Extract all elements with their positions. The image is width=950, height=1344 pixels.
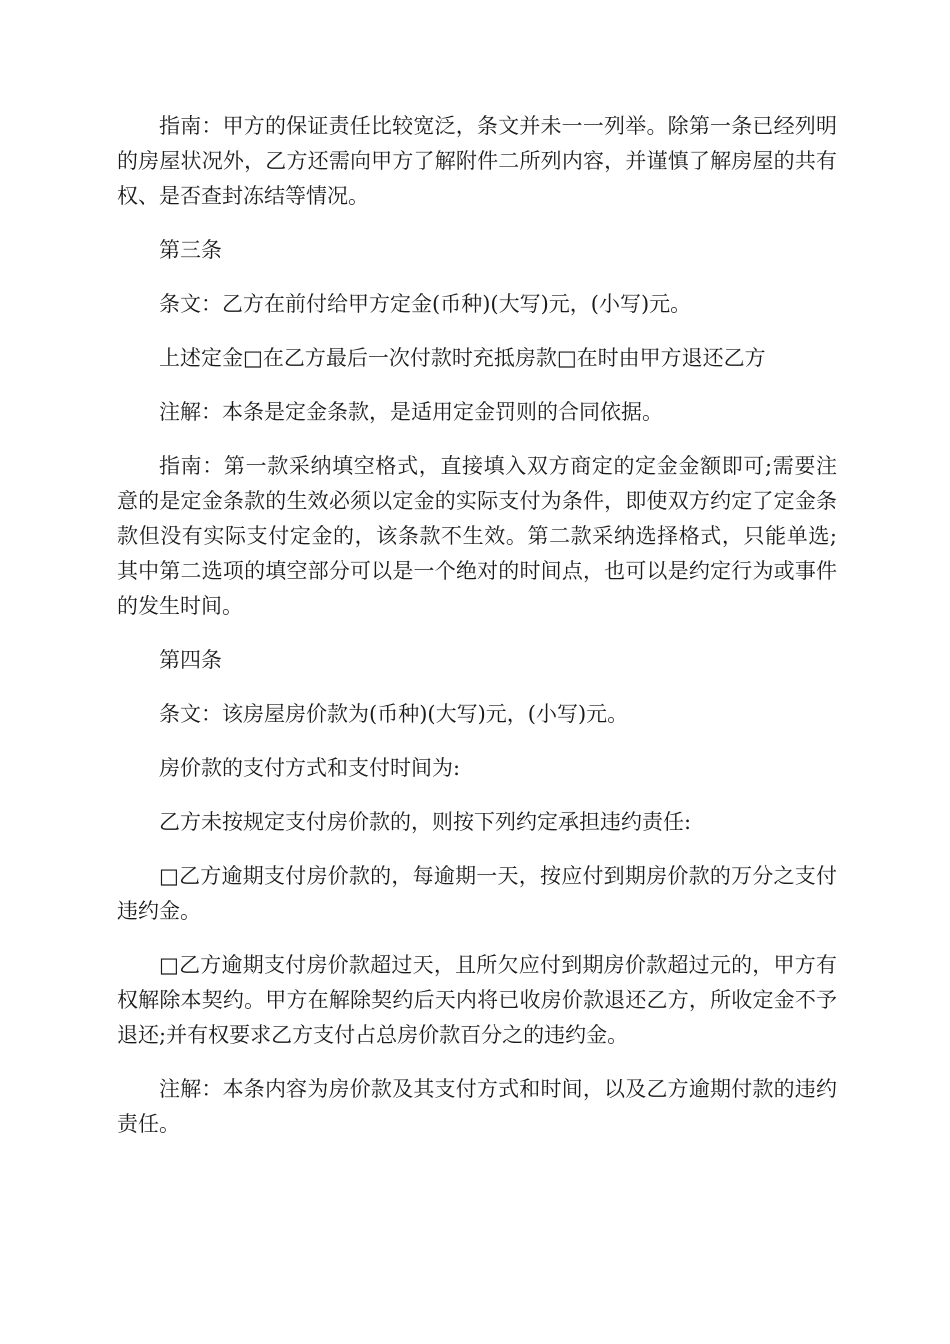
- clause-text: 条文：乙方在前付给甲方定金(币种)(大写)元，(小写)元。: [159, 292, 692, 316]
- breach-option-1: □乙方逾期支付房价款的，每逾期一天，按应付到期房价款的万分之支付违约金。: [117, 864, 837, 923]
- clause-text: 条文：该房屋房价款为(币种)(大写)元，(小写)元。: [159, 702, 629, 726]
- guide-paragraph: 指南：第一款采纳填空格式，直接填入双方商定的定金金额即可;需要注意的是定金条款的生效必须以定金的实际支付为条件，即使双方约定了定金条款但没有实际支付定金的，该条款不生效。第二款采纳选择格式，只能单选;其中第二选项的填空部分可以是一个绝对的时间点，也可以是约定行为或事件的发生时间。: [117, 454, 837, 618]
- payment-method-text: 房价款的支付方式和支付时间为:: [159, 756, 461, 780]
- note-paragraph: 注解：本条是定金条款，是适用定金罚则的合同依据。: [159, 400, 663, 424]
- document-body: [117, 109, 837, 1161]
- article-heading: 第三条: [159, 238, 222, 262]
- guide-paragraph: 指南：甲方的保证责任比较宽泛，条文并未一一列举。除第一条已经列明的房屋状况外，乙方还需向甲方了解附件二所列内容，并谨慎了解房屋的共有权、是否查封冻结等情况。: [117, 114, 837, 208]
- breach-intro-text: 乙方未按规定支付房价款的，则按下列约定承担违约责任:: [159, 810, 692, 834]
- article-heading: 第四条: [159, 648, 222, 672]
- breach-option-2: □乙方逾期支付房价款超过天，且所欠应付到期房价款超过元的，甲方有权解除本契约。甲方在解除契约后天内将已收房价款退还乙方，所收定金不予退还;并有权要求乙方支付占总房价款百分之的违约金。: [117, 953, 837, 1047]
- note-paragraph: 注解：本条内容为房价款及其支付方式和时间，以及乙方逾期付款的违约责任。: [117, 1077, 837, 1136]
- clause-option-text: 上述定金□在乙方最后一次付款时充抵房款□在时由甲方退还乙方: [159, 346, 766, 370]
